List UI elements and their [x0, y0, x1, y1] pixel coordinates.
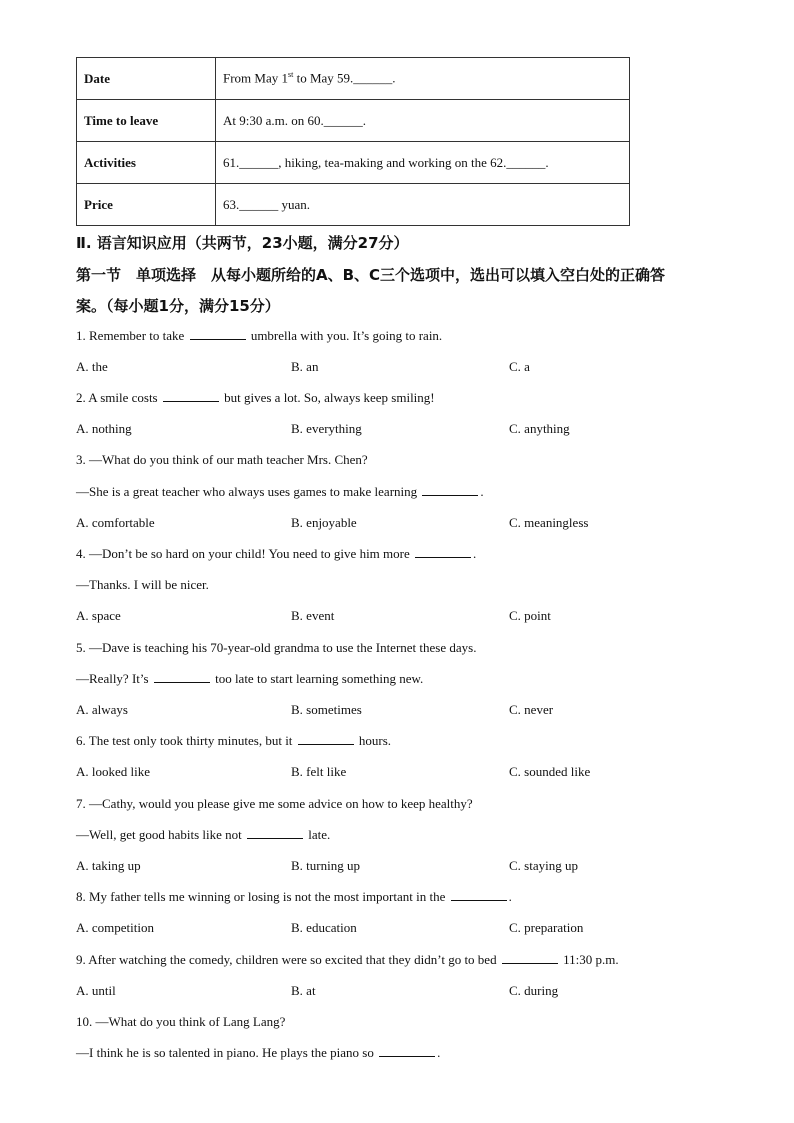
question-4-option-b: B. event: [291, 608, 335, 623]
question-7-option-b: B. turning up: [291, 858, 360, 873]
table-row: [77, 100, 630, 142]
answer-blank: [451, 889, 507, 901]
question-8-stem: 8. My father tells me winning or losing is not the most important in the .: [76, 889, 512, 904]
row-value: From May 1st to May 59.______.: [216, 58, 630, 100]
question-10-reply: —I think he is so talented in piano. He plays the piano so .: [76, 1045, 441, 1060]
question-5-stem: 5. —Dave is teaching his 70-year-old grandma to use the Internet these days.: [76, 640, 477, 655]
question-9-option-c: C. during: [509, 983, 559, 998]
question-1-option-c: C. a: [509, 359, 530, 374]
question-8-option-b: B. education: [291, 920, 357, 935]
answer-blank: [154, 671, 210, 683]
question-3-stem: 3. —What do you think of our math teacher Mrs. Chen?: [76, 452, 368, 467]
question-3-option-a: A. comfortable: [76, 515, 155, 530]
answer-blank: [190, 328, 246, 340]
answer-blank: [163, 390, 219, 402]
question-7-option-c: C. staying up: [509, 858, 578, 873]
question-1-option-a: A. the: [76, 359, 108, 374]
question-2-option-b: B. everything: [291, 421, 362, 436]
question-1-option-b: B. an: [291, 359, 319, 374]
question-2-option-a: A. nothing: [76, 421, 132, 436]
question-1-stem: 1. Remember to take umbrella with you. It’s going to rain.: [76, 328, 443, 343]
question-7-reply: —Well, get good habits like not late.: [76, 827, 331, 842]
table-row: [77, 184, 630, 226]
row-label: Date: [77, 58, 216, 100]
question-7-option-a: A. taking up: [76, 858, 141, 873]
question-8-option-c: C. preparation: [509, 920, 584, 935]
row-value: 61.______, hiking, tea-making and working on the 62.______.: [216, 142, 630, 184]
row-value: At 9:30 a.m. on 60.______.: [216, 100, 630, 142]
row-value: 63.______ yuan.: [216, 184, 630, 226]
answer-blank: [422, 484, 478, 496]
instruction-line-2: 案。（每小题1分，满分15分）: [76, 297, 280, 315]
row-label: Activities: [77, 142, 216, 184]
question-6-option-b: B. felt like: [291, 764, 347, 779]
table-row: [77, 142, 630, 184]
question-5-option-b: B. sometimes: [291, 702, 362, 717]
answer-blank: [502, 952, 558, 964]
question-7-stem: 7. —Cathy, would you please give me some advice on how to keep healthy?: [76, 796, 473, 811]
question-5-option-a: A. always: [76, 702, 128, 717]
answer-blank: [247, 827, 303, 839]
trip-info-table: [76, 57, 630, 226]
row-label: Time to leave: [77, 100, 216, 142]
table-row: [77, 58, 630, 100]
answer-blank: [298, 733, 354, 745]
question-4-stem: 4. —Don’t be so hard on your child! You need to give him more .: [76, 546, 477, 561]
question-8-option-a: A. competition: [76, 920, 154, 935]
question-4-option-c: C. point: [509, 608, 551, 623]
question-2-option-c: C. anything: [509, 421, 570, 436]
question-4-option-a: A. space: [76, 608, 121, 623]
question-9-stem: 9. After watching the comedy, children were so excited that they didn’t go to bed 11:30 p.m.: [76, 952, 619, 967]
question-4-reply: —Thanks. I will be nicer.: [76, 577, 209, 592]
question-10-stem: 10. —What do you think of Lang Lang?: [76, 1014, 286, 1029]
question-3-option-b: B. enjoyable: [291, 515, 357, 530]
instruction-line-1: 第一节 单项选择 从每小题所给的A、B、C三个选项中，选出可以填入空白处的正确答: [76, 266, 666, 284]
question-9-option-a: A. until: [76, 983, 116, 998]
answer-blank: [415, 546, 471, 558]
question-3-option-c: C. meaningless: [509, 515, 589, 530]
question-6-option-c: C. sounded like: [509, 764, 591, 779]
question-2-stem: 2. A smile costs but gives a lot. So, always keep smiling!: [76, 390, 435, 405]
question-3-reply: —She is a great teacher who always uses games to make learning .: [76, 484, 484, 499]
section-title: Ⅱ. 语言知识应用（共两节，23小题，满分27分）: [76, 234, 409, 252]
answer-blank: [379, 1045, 435, 1057]
question-5-option-c: C. never: [509, 702, 554, 717]
question-6-option-a: A. looked like: [76, 764, 151, 779]
row-label: Price: [77, 184, 216, 226]
question-6-stem: 6. The test only took thirty minutes, but it hours.: [76, 733, 392, 748]
question-9-option-b: B. at: [291, 983, 316, 998]
question-5-reply: —Really? It’s too late to start learning something new.: [76, 671, 424, 686]
